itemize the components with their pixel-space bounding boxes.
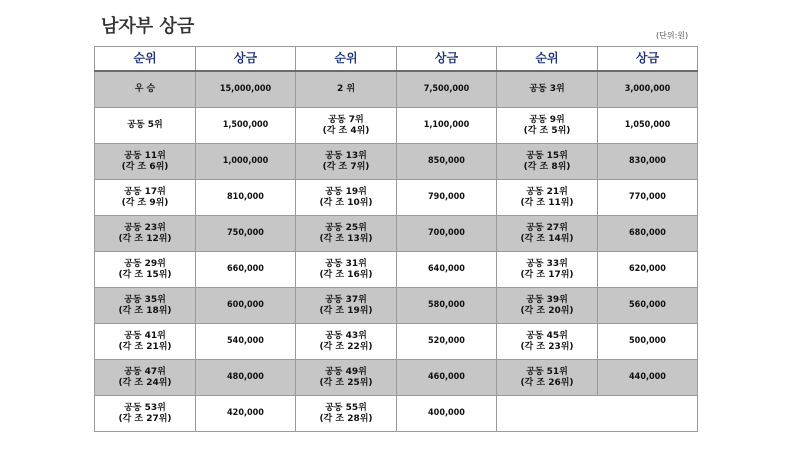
rank-cell — [497, 252, 598, 288]
rank-cell — [95, 360, 196, 396]
group-rank-label: (각 조 27위) — [118, 413, 172, 424]
rank-cell — [95, 324, 196, 360]
rank-cell — [95, 252, 196, 288]
table-row — [95, 180, 698, 216]
group-rank-label: (각 조 10위) — [319, 197, 373, 208]
rank-label: 공동 39위 — [526, 294, 568, 305]
prize-cell: 660,000 — [196, 252, 296, 288]
header-rank: 순위 — [95, 47, 196, 72]
rank-cell — [95, 71, 196, 108]
prize-cell: 830,000 — [598, 144, 698, 180]
group-rank-label: (각 조 19위) — [319, 305, 373, 316]
table-header-row — [95, 47, 698, 72]
table-row — [95, 288, 698, 324]
rank-label: 공동 7위 — [328, 114, 364, 125]
prize-cell: 3,000,000 — [598, 71, 698, 108]
group-rank-label: (각 조 28위) — [319, 413, 373, 424]
unit-note: (단위:원) — [656, 31, 689, 40]
table-row — [95, 71, 698, 108]
group-rank-label: (각 조 9위) — [121, 197, 169, 208]
prize-cell: 480,000 — [196, 360, 296, 396]
rank-label: 공동 3위 — [529, 84, 565, 94]
prize-cell: 440,000 — [598, 360, 698, 396]
group-rank-label: (각 조 14위) — [520, 233, 574, 244]
header-prize: 상금 — [598, 47, 698, 72]
prize-cell: 1,000,000 — [196, 144, 296, 180]
table-row — [95, 216, 698, 252]
prize-cell: 810,000 — [196, 180, 296, 216]
rank-cell — [497, 360, 598, 396]
prize-cell: 560,000 — [598, 288, 698, 324]
rank-label: 공동 5위 — [127, 120, 163, 130]
prize-cell: 1,500,000 — [196, 108, 296, 144]
prize-cell: 400,000 — [397, 396, 497, 432]
header-prize: 상금 — [196, 47, 296, 72]
rank-cell — [296, 396, 397, 432]
prize-cell: 790,000 — [397, 180, 497, 216]
prize-cell: 520,000 — [397, 324, 497, 360]
prize-cell: 460,000 — [397, 360, 497, 396]
group-rank-label: (각 조 16위) — [319, 269, 373, 280]
rank-cell — [296, 144, 397, 180]
rank-label: 공동 17위 — [124, 186, 166, 197]
rank-cell — [95, 396, 196, 432]
group-rank-label: (각 조 4위) — [322, 125, 370, 136]
header-rank: 순위 — [497, 47, 598, 72]
rank-cell — [497, 144, 598, 180]
prize-cell: 1,100,000 — [397, 108, 497, 144]
rank-label: 공동 19위 — [325, 186, 367, 197]
page-title: 남자부 상금 — [101, 16, 195, 37]
rank-cell — [296, 360, 397, 396]
rank-cell — [95, 180, 196, 216]
table-row — [95, 360, 698, 396]
table-row — [95, 108, 698, 144]
rank-cell — [296, 216, 397, 252]
group-rank-label: (각 조 18위) — [118, 305, 172, 316]
rank-label: 공동 13위 — [325, 150, 367, 161]
rank-cell — [296, 252, 397, 288]
prize-cell: 580,000 — [397, 288, 497, 324]
rank-label: 공동 15위 — [526, 150, 568, 161]
prize-cell: 500,000 — [598, 324, 698, 360]
rank-cell — [95, 288, 196, 324]
rank-label: 공동 21위 — [526, 186, 568, 197]
rank-cell — [497, 71, 598, 108]
table-row — [95, 324, 698, 360]
header-rank: 순위 — [296, 47, 397, 72]
group-rank-label: (각 조 6위) — [121, 161, 169, 172]
prize-cell: 420,000 — [196, 396, 296, 432]
rank-label: 공동 51위 — [526, 366, 568, 377]
prize-cell: 15,000,000 — [196, 71, 296, 108]
group-rank-label: (각 조 12위) — [118, 233, 172, 244]
prize-cell: 600,000 — [196, 288, 296, 324]
group-rank-label: (각 조 17위) — [520, 269, 574, 280]
rank-cell — [497, 288, 598, 324]
rank-label: 공동 47위 — [124, 366, 166, 377]
rank-label: 공동 25위 — [325, 222, 367, 233]
rank-cell — [296, 180, 397, 216]
rank-cell — [95, 144, 196, 180]
group-rank-label: (각 조 15위) — [118, 269, 172, 280]
rank-label: 공동 53위 — [124, 402, 166, 413]
rank-cell — [296, 71, 397, 108]
rank-cell — [497, 396, 698, 432]
rank-cell — [95, 216, 196, 252]
rank-cell — [95, 108, 196, 144]
rank-cell — [497, 216, 598, 252]
group-rank-label: (각 조 26위) — [520, 377, 574, 388]
rank-label: 공동 33위 — [526, 258, 568, 269]
prize-cell: 1,050,000 — [598, 108, 698, 144]
rank-label: 공동 27위 — [526, 222, 568, 233]
group-rank-label: (각 조 21위) — [118, 341, 172, 352]
table-row — [95, 396, 698, 432]
prize-table — [94, 46, 698, 432]
prize-cell: 700,000 — [397, 216, 497, 252]
rank-label: 공동 55위 — [325, 402, 367, 413]
rank-label: 공동 43위 — [325, 330, 367, 341]
rank-cell — [497, 108, 598, 144]
rank-label: 공동 49위 — [325, 366, 367, 377]
group-rank-label: (각 조 11위) — [520, 197, 574, 208]
rank-label: 공동 37위 — [325, 294, 367, 305]
group-rank-label: (각 조 25위) — [319, 377, 373, 388]
prize-cell: 640,000 — [397, 252, 497, 288]
prize-cell: 680,000 — [598, 216, 698, 252]
table-row — [95, 144, 698, 180]
group-rank-label: (각 조 20위) — [520, 305, 574, 316]
rank-label: 공동 45위 — [526, 330, 568, 341]
rank-cell — [497, 180, 598, 216]
rank-cell — [497, 324, 598, 360]
prize-cell: 7,500,000 — [397, 71, 497, 108]
rank-label: 공동 29위 — [124, 258, 166, 269]
group-rank-label: (각 조 13위) — [319, 233, 373, 244]
prize-cell: 540,000 — [196, 324, 296, 360]
rank-cell — [296, 288, 397, 324]
rank-cell — [296, 324, 397, 360]
prize-cell: 770,000 — [598, 180, 698, 216]
rank-label: 공동 31위 — [325, 258, 367, 269]
table-row — [95, 252, 698, 288]
prize-cell: 620,000 — [598, 252, 698, 288]
rank-cell — [296, 108, 397, 144]
rank-label: 공동 41위 — [124, 330, 166, 341]
rank-label: 공동 9위 — [529, 114, 565, 125]
group-rank-label: (각 조 8위) — [523, 161, 571, 172]
header-prize: 상금 — [397, 47, 497, 72]
group-rank-label: (각 조 23위) — [520, 341, 574, 352]
rank-label: 공동 23위 — [124, 222, 166, 233]
prize-cell: 850,000 — [397, 144, 497, 180]
group-rank-label: (각 조 5위) — [523, 125, 571, 136]
prize-cell: 750,000 — [196, 216, 296, 252]
group-rank-label: (각 조 24위) — [118, 377, 172, 388]
rank-label: 2 위 — [336, 84, 356, 94]
rank-label: 공동 35위 — [124, 294, 166, 305]
rank-label: 공동 11위 — [124, 150, 166, 161]
table-body — [95, 71, 698, 432]
group-rank-label: (각 조 7위) — [322, 161, 370, 172]
group-rank-label: (각 조 22위) — [319, 341, 373, 352]
rank-label: 우 승 — [134, 84, 156, 94]
